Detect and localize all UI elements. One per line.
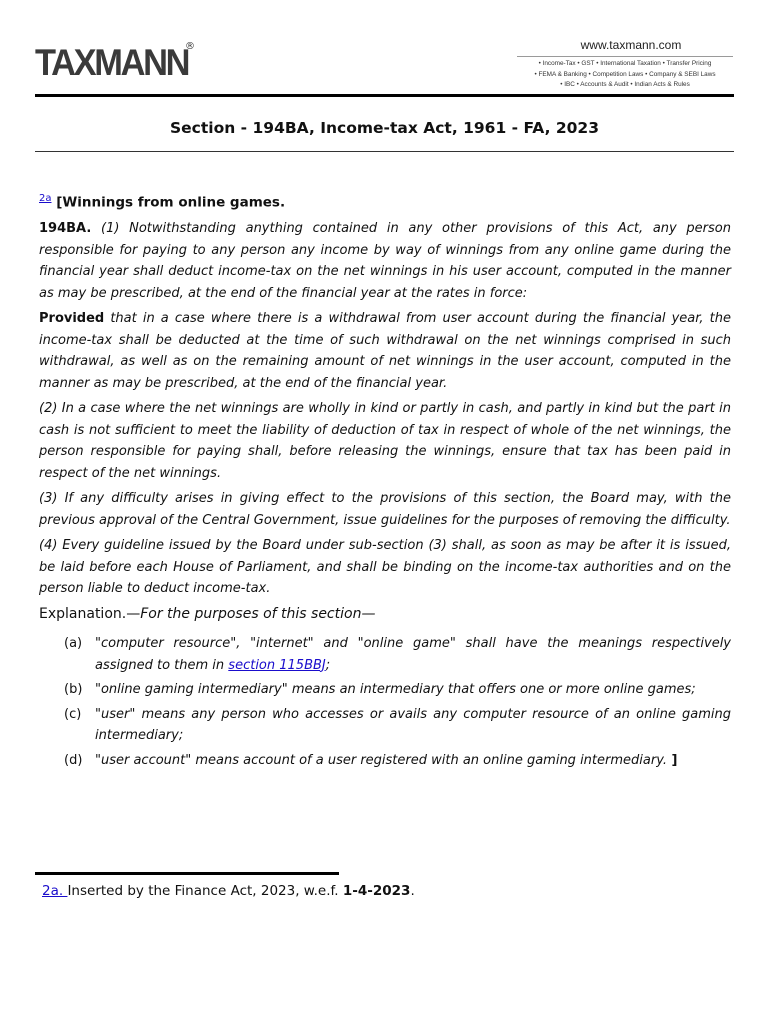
tag-line: • Income-Tax • GST • International Taxation • Transfer Pricing [538,60,712,67]
list-item [64,750,731,772]
subsection-1 [39,218,731,304]
header-site-block [517,38,733,91]
proviso-label: Provided [39,311,105,326]
list-item [64,704,731,747]
section-heading [39,188,731,214]
section-heading-text: [Winnings from online games. [56,194,286,211]
tag-line: • IBC • Accounts & Audit • Indian Acts & Rules [560,81,690,88]
footnote-rule [35,872,339,875]
tag-lines [517,59,733,91]
proviso-text: that in a case where there is a withdrawal from user account during the financial year, the income-tax shall be deducted at the time of such withdrawal on the net winnings comprised in such withdrawal, as well as on the remaining amount of net winnings in the user account, computed in the manner as may be prescribed, at the end of the financial year. [39,311,731,391]
explanation [39,604,731,626]
taxmann-logo: TAXMANN [35,42,189,83]
top-rule [35,94,734,97]
registered-mark: ® [185,41,195,52]
list-item [64,633,731,676]
section-115bbj-link[interactable]: section 115BBJ [228,657,326,673]
subsection-2: (2) In a case where the net winnings are wholly in kind or partly in cash, and partly in kind but the part in cash is not sufficient to meet the liability of deduction of tax in respect of whole of the net winnings, the person responsible for paying shall, before releasing the winnings, ensure that tax has been paid in respect of the net winnings. [39,401,731,481]
section-number: 194BA. [39,221,92,236]
tag-line: • FEMA & Banking • Competition Laws • Company & SEBI Laws [534,70,716,78]
header-divider [517,56,733,57]
footnote-ref-link[interactable]: 2a [39,193,52,204]
closing-bracket: ] [667,752,678,768]
subsection-3: (3) If any difficulty arises in giving effect to the provisions of this section, the Board may, with the previous approval of the Central Government, issue guidelines for the purposes of removing the difficulty. [39,491,731,528]
title-rule [35,151,734,152]
item-label: (b) [64,682,83,697]
list-item [64,679,731,701]
footnote-anchor-link[interactable]: 2a. [42,883,68,899]
explanation-label: Explanation.— [39,605,141,622]
footnote-date: 1-4-2023 [342,883,411,899]
item-label: (a) [64,636,83,651]
item-text: "computer resource", "internet" and "online game" shall have the meanings respectively assigned to them in section 115BBJ; [95,636,731,673]
item-label: (d) [64,752,83,768]
item-text: "online gaming intermediary" means an intermediary that offers one or more online games; [95,682,696,697]
item-text: "user" means any person who accesses or avails any computer resource of an online gaming intermediary; [95,706,731,743]
proviso [39,308,731,394]
definition-list [64,633,731,771]
footnote-text: Inserted by the Finance Act, 2023, w.e.f. [67,883,343,899]
item-text: "user account" means account of a user registered with an online gaming intermediary. ] [95,752,678,768]
footnote [42,883,415,899]
subsection-1-text: (1) Notwithstanding anything contained in any other provisions of this Act, any person responsible for paying to any person any income by way of winnings from any online game during the financial year shall deduct income-tax on the net winnings in his user account, computed in the manner as may be prescribed, at the end of the financial year at the rates in force: [39,221,731,301]
footnote-end: . [410,883,415,899]
subsection-4: (4) Every guideline issued by the Board under sub-section (3) shall, as soon as may be after it is issued, be laid before each House of Parliament, and shall be binding on the income-tax authorities and on the person liable to deduct income-tax. [39,538,731,596]
page-title: Section - 194BA, Income-tax Act, 1961 - FA, 2023 [170,119,599,137]
explanation-text: For the purposes of this section— [140,605,376,622]
section-body [39,188,731,774]
website-link[interactable]: www.taxmann.com [580,38,682,52]
item-label: (c) [64,706,82,722]
